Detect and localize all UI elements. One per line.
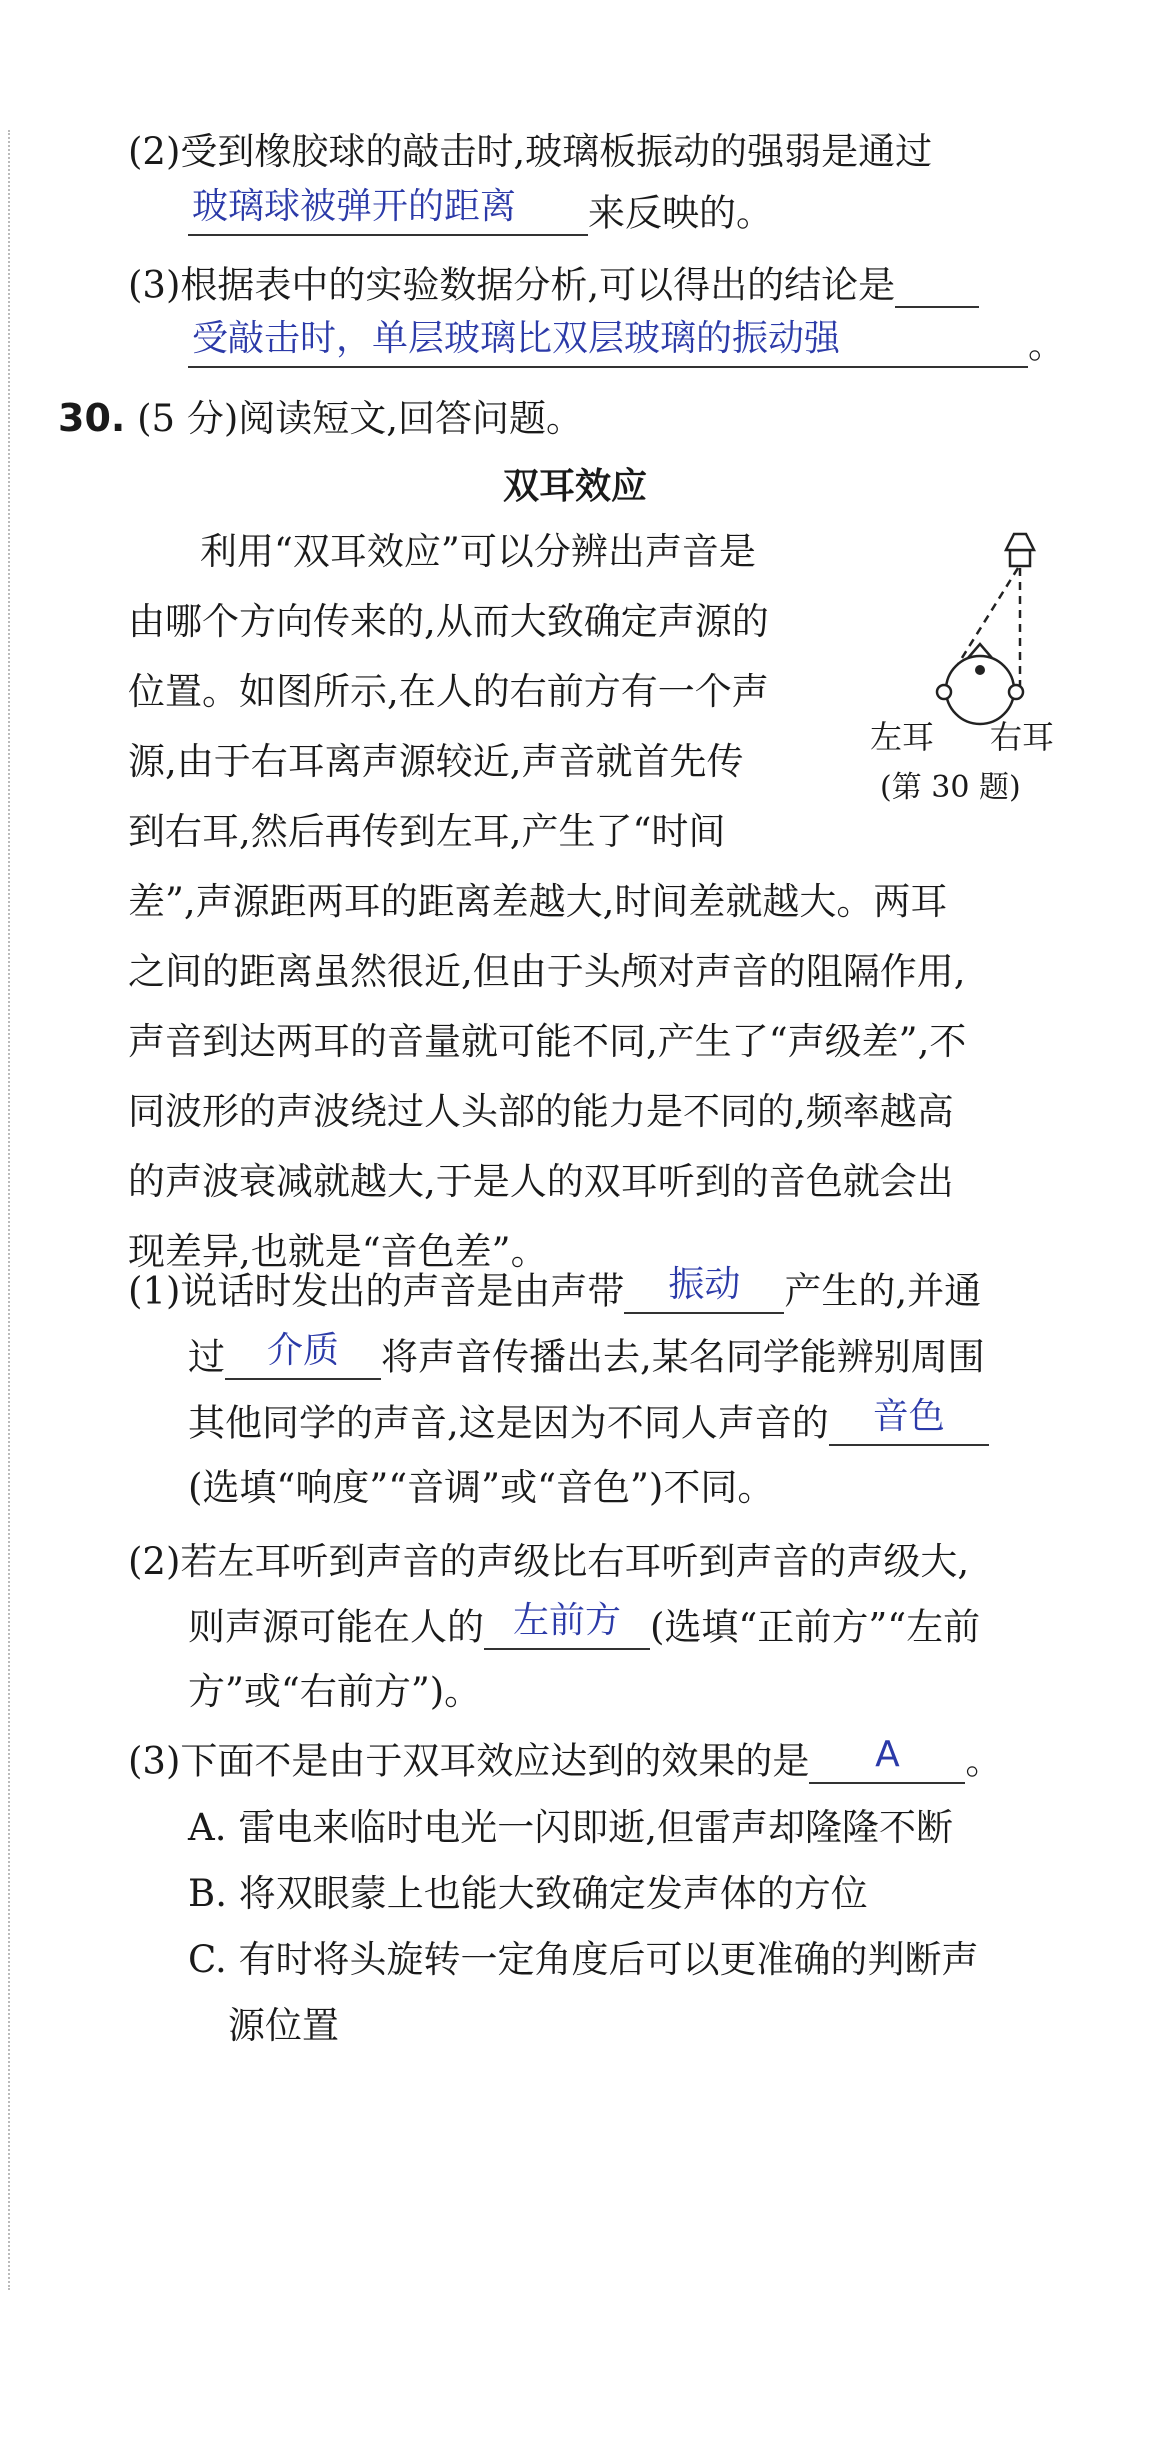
q30-s2-line3: 方”或“右前方”)。 xyxy=(188,1670,482,1713)
passage-line-10: 的声波衰减就越大,于是人的双耳听到的音色就会出 xyxy=(128,1160,954,1203)
option-a: A. 雷电来临时电光一闪即逝,但雷声却隆隆不断 xyxy=(188,1806,954,1849)
q30-s3-answer: A xyxy=(875,1733,900,1775)
q29-part2-line2 xyxy=(188,185,773,236)
figure-caption: (第 30 题) xyxy=(880,770,1021,805)
passage-line-4: 源,由于右耳离声源较近,声音就首先传 xyxy=(128,740,744,783)
q30-s1-line4: (选填“响度”“音调”或“音色”)不同。 xyxy=(188,1466,775,1509)
q30-s2-text-c: (选填“正前方”“左前 xyxy=(650,1605,981,1649)
q29-part3-line1 xyxy=(128,262,979,308)
q30-s1-line3 xyxy=(188,1395,989,1446)
q30-s2-answer: 左前方 xyxy=(512,1599,621,1641)
q30-s3-tail: 。 xyxy=(965,1739,1003,1783)
q29-part3-answer: 受敲击时，单层玻璃比双层玻璃的振动强 xyxy=(192,317,841,359)
passage-line-2: 由哪个方向传来的,从而大致确定声源的 xyxy=(128,600,769,643)
q30-s1-blank-2[interactable] xyxy=(225,1329,381,1380)
q30-s2-text-b: 则声源可能在人的 xyxy=(188,1605,484,1649)
q30-s1-text-b: 产生的,并通 xyxy=(784,1269,982,1313)
q30-s2-line1: (2)若左耳听到声音的声级比右耳听到声音的声级大, xyxy=(128,1540,970,1583)
q30-s1-text-a: (1)说话时发出的声音是由声带 xyxy=(128,1269,625,1313)
q30-intro: (5 分)阅读短文,回答问题。 xyxy=(137,397,584,440)
q30-s3-text: (3)下面不是由于双耳效应达到的效果的是 xyxy=(128,1739,810,1783)
q30-s1-answer-1: 振动 xyxy=(668,1263,741,1305)
q30-s3-line1 xyxy=(128,1733,1003,1784)
q30-s1-text-d: 将声音传播出去,某名同学能辨别周围 xyxy=(381,1335,985,1379)
q30-s1-blank-3[interactable] xyxy=(829,1395,989,1446)
left-ear-label: 左耳 xyxy=(870,718,935,756)
q30-s1-answer-2: 介质 xyxy=(266,1329,339,1371)
passage-line-8: 声音到达两耳的音量就可能不同,产生了“声级差”,不 xyxy=(128,1020,967,1063)
q30-s1-line1 xyxy=(128,1263,982,1314)
q29-part3-blank-start xyxy=(895,262,979,308)
q30-s1-answer-3: 音色 xyxy=(872,1395,945,1437)
q30-number: 30. xyxy=(58,396,126,440)
q29-part2-answer: 玻璃球被弹开的距离 xyxy=(192,185,517,227)
q30-s1-text-c: 过 xyxy=(188,1335,225,1379)
q30-s3-blank[interactable] xyxy=(809,1733,965,1784)
passage-line-1: 利用“双耳效应”可以分辨出声音是 xyxy=(200,530,756,573)
q29-part2-line1: (2)受到橡胶球的敲击时,玻璃板振动的强弱是通过 xyxy=(128,130,933,173)
passage-line-7: 之间的距离虽然很近,但由于头颅对声音的阻隔作用, xyxy=(128,950,966,993)
passage-line-11: 现差异,也就是“音色差”。 xyxy=(128,1230,548,1273)
option-c: C. 有时将头旋转一定角度后可以更准确的判断声 xyxy=(188,1938,979,1981)
q29-part3-line2 xyxy=(188,317,1065,368)
q30-header xyxy=(58,396,583,442)
margin-dotted-line xyxy=(8,130,10,2290)
q30-s1-line2 xyxy=(188,1329,985,1380)
option-c-cont: 源位置 xyxy=(228,2004,339,2047)
option-b: B. 将双眼蒙上也能大致确定发声体的方位 xyxy=(188,1872,868,1915)
q30-s1-text-e: 其他同学的声音,这是因为不同人声音的 xyxy=(188,1401,829,1445)
q29-part2-tail: 来反映的。 xyxy=(588,191,773,235)
q30-s1-blank-1[interactable] xyxy=(624,1263,784,1314)
q29-part3-tail: 。 xyxy=(1028,323,1065,367)
binaural-figure xyxy=(860,520,1100,740)
passage-line-5: 到右耳,然后再传到左耳,产生了“时间 xyxy=(128,810,726,853)
q29-part2-blank[interactable] xyxy=(188,185,588,236)
passage-line-6: 差”,声源距两耳的距离差越大,时间差就越大。两耳 xyxy=(128,880,948,923)
q30-s2-blank[interactable] xyxy=(484,1599,650,1650)
q30-s2-line2 xyxy=(188,1599,981,1650)
q29-part3-blank[interactable] xyxy=(188,317,1028,368)
right-ear-label: 右耳 xyxy=(990,718,1055,756)
sound-source-icon xyxy=(1006,534,1034,566)
passage-line-3: 位置。如图所示,在人的右前方有一个声 xyxy=(128,670,769,713)
q30-passage-title: 双耳效应 xyxy=(502,466,647,507)
q29-part3-text: (3)根据表中的实验数据分析,可以得出的结论是 xyxy=(128,263,896,307)
passage-line-9: 同波形的声波绕过人头部的能力是不同的,频率越高 xyxy=(128,1090,954,1133)
